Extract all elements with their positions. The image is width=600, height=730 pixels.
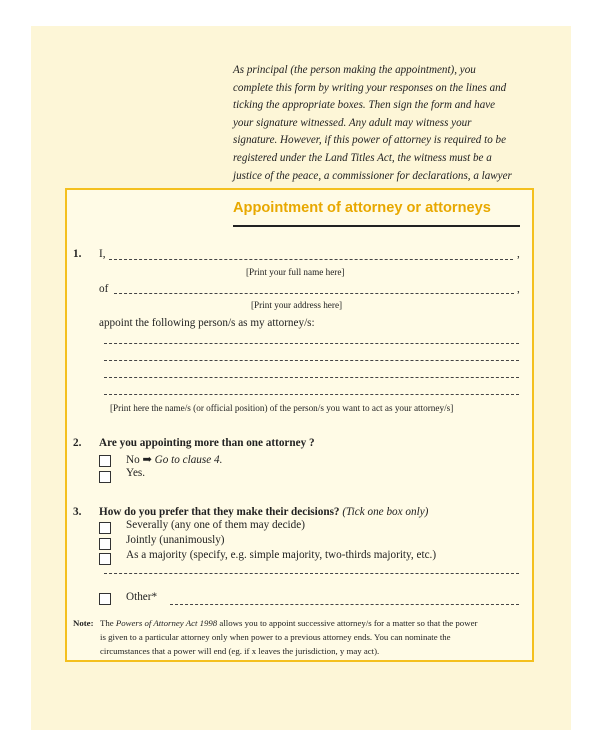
severally-checkbox[interactable] [99, 522, 111, 534]
note-label: Note: [73, 618, 94, 628]
attorney-name-line[interactable] [104, 394, 519, 395]
note-prefix: The [100, 618, 114, 628]
intro-line: justice of the peace, a commissioner for declarations, a lawyer [233, 169, 512, 182]
q3-question: How do you prefer that they make their decisions? [99, 506, 340, 518]
no-option [126, 453, 222, 466]
majority-label: As a majority (specify, e.g. simple majority, two-thirds majority, etc.) [126, 549, 437, 561]
note-line-3: circumstances that a power will end (eg. if x leaves the jurisdiction, y may act). [100, 645, 380, 656]
q1-of-label: of [99, 283, 109, 295]
attorney-name-line[interactable] [104, 343, 519, 344]
act-name: Powers of Attorney Act 1998 [115, 618, 218, 628]
jointly-checkbox[interactable] [99, 538, 111, 550]
arrow-icon: ➡ [142, 454, 152, 466]
intro-line: As principal (the person making the appointment), you [233, 64, 476, 76]
appoint-text: appoint the following person/s as my attorney/s: [99, 317, 315, 329]
intro-instructions [233, 62, 533, 203]
yes-checkbox[interactable] [99, 471, 111, 483]
q1-comma: , [517, 248, 520, 260]
note-line-2: is given to a particular attorney only when power to a previous attorney ends. You can nominate the [100, 631, 451, 642]
go-to-clause-note: Go to clause 4. [154, 454, 223, 466]
section-title: Appointment of attorney or attorneys [233, 200, 491, 216]
address-field[interactable] [114, 293, 514, 294]
other-label: Other* [126, 591, 158, 603]
q3-question-row [99, 506, 428, 518]
q1-comma: , [517, 283, 520, 295]
attorney-name-hint: [Print here the name/s (or official position) of the person/s you want to act as your attorney/s] [110, 403, 454, 413]
q1-i-label: I, [99, 248, 106, 260]
attorney-name-line[interactable] [104, 377, 519, 378]
other-checkbox[interactable] [99, 593, 111, 605]
attorney-name-line[interactable] [104, 360, 519, 361]
address-hint: [Print your address here] [251, 300, 343, 310]
q3-instruction: (Tick one box only) [342, 506, 429, 518]
q2-question: Are you appointing more than one attorney ? [99, 437, 315, 449]
q3-number: 3. [73, 506, 82, 518]
intro-line: your signature witnessed. Any adult may witness your [233, 116, 472, 129]
intro-line: ticking the appropriate boxes. Then sign the form and have [233, 99, 496, 112]
note-line-1 [100, 617, 523, 631]
q2-number: 2. [73, 437, 82, 449]
full-name-hint: [Print your full name here] [246, 267, 345, 277]
no-label: No [126, 454, 140, 466]
note-line-1-text: allows you to appoint successive attorney/s for a matter so that the power [219, 618, 478, 628]
intro-line: registered under the Land Titles Act, the witness must be a [233, 151, 492, 164]
q1-number: 1. [73, 248, 82, 260]
no-checkbox[interactable] [99, 455, 111, 467]
title-underline [233, 225, 520, 227]
intro-line: complete this form by writing your responses on the lines and [233, 81, 507, 94]
majority-specify-line[interactable] [104, 573, 519, 574]
other-specify-line[interactable] [170, 604, 519, 605]
majority-checkbox[interactable] [99, 553, 111, 565]
intro-line: signature. However, if this power of attorney is required to be [233, 134, 507, 147]
yes-label: Yes. [126, 467, 146, 479]
severally-label: Severally (any one of them may decide) [126, 519, 305, 531]
full-name-field[interactable] [109, 259, 513, 260]
jointly-label: Jointly (unanimously) [126, 534, 225, 546]
note-block [73, 617, 523, 658]
